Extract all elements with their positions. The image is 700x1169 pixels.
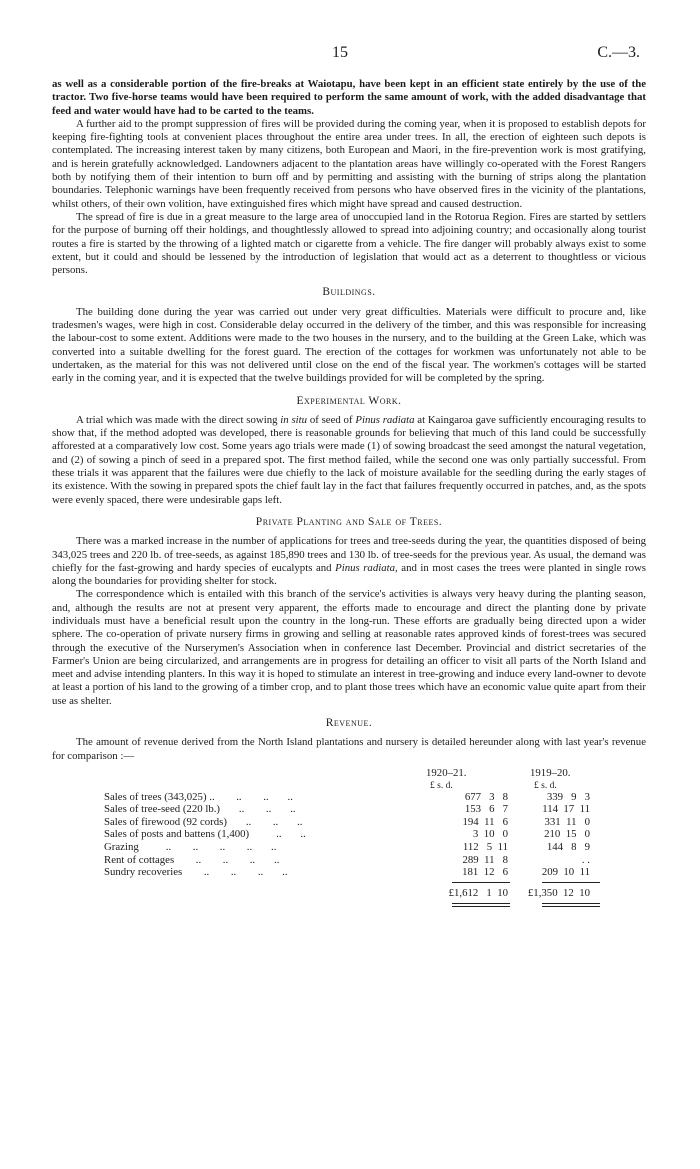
paragraph-experimental-work (52, 414, 646, 507)
revenue-row-label: Grazing .. .. .. .. .. (104, 840, 277, 853)
total-double-rule-1a (452, 903, 510, 904)
revenue-row (52, 866, 646, 879)
heading-buildings: Buildings. (322, 286, 376, 299)
paragraph-fire-spread: The spread of fire is due in a great measure to the large area of unoccupied land in the Rotorua Region. Fires are started by settlers for the purpose of burning off their holdings, and thoughtlessly allowed to spread into adjoining country; and occasionally along tourist routes a fire is started by the throwing of a lighted match or cigarette from a vehicle. The fire danger will probably always exist to some extent, but it could and should be lessened by the introduction of legislation that would act as a deterrent to thoughtless or vicious persons. (52, 210, 646, 277)
revenue-table (52, 767, 646, 909)
text-span: at Kaingaroa gave sufficiently encouraging results to show that, if the method adopted was developed, there is reasonable grounds for believing that much of this land could be successfully afforested at a comparatively low cost. Some years ago trials were made (1) of sowing broadcast the seed amongst the natural vegetation, and (2) of sowing a pinch of seed in a prepared spot. The first method failed, while the second one was only partially successful. From these trials it was apparent that the failures were due chiefly to the lack of moisture available for the seedling during the early stages of its existence. With the sowing in prepared spots the chief fault lay in the fact that failures frequently occurred in patches, and, as the spots were evenly spaced, there were undesirable gaps left. (52, 413, 646, 506)
revenue-value-1920-21: 112 5 11 (462, 840, 508, 853)
revenue-double-rule-row (52, 901, 646, 909)
total-double-rule-2b (542, 906, 600, 907)
units-1919-20: £ s. d. (534, 780, 557, 791)
page-number: 15 (332, 44, 348, 61)
revenue-value-1919-20: 339 9 3 (546, 790, 590, 803)
document-body (52, 78, 646, 909)
revenue-value-1919-20: 114 17 11 (542, 803, 590, 816)
total-1920-21: £1,612 1 10 (448, 886, 508, 899)
revenue-row (52, 816, 646, 829)
revenue-value-1920-21: 3 10 0 (472, 828, 508, 841)
heading-private-planting: Private Planting and Sale of Trees. (255, 515, 443, 528)
units-1920-21: £ s. d. (430, 780, 453, 791)
revenue-row-label: Sundry recoveries .. .. .. .. (104, 866, 288, 879)
text-span: of seed of (307, 413, 356, 426)
revenue-value-1920-21: 181 12 6 (462, 866, 508, 879)
revenue-row (52, 803, 646, 816)
column-header-1920-21: 1920–21. (426, 766, 467, 779)
total-1919-20: £1,350 12 10 (527, 886, 590, 899)
paragraph-private-planting-2: The correspondence which is entailed with this branch of the service's activities is always very heavy during the planting season, and, although the results are not at present very apparent, the efforts made to encourage and direct the planting done by private individuals must have a beneficial result upon the country in the long-run. These efforts are gradually being directed upon a wider sphere. The co-operation of private nursery firms in growing and selling at reasonable rates approved kinds of forest-trees was secured through the executive of the Nurserymen's Association when in conference last December. Provincial and district secretaries of the Farmer's Union are being circularized, and arrangements are in progress for detailing an officer to visit all parts of the North Island and meet and advise intending planters. In this way it is hoped to stimulate an interest in tree-growing and induce every land-owner to devote at least a portion of his land to the growing of a timber crop, and to plant those trees which have an economic value quite apart from their use as shelter. (52, 588, 646, 707)
italic-pinus-radiata: Pinus radiata (355, 413, 415, 426)
heading-revenue: Revenue. (325, 717, 373, 730)
subtotal-rule-1 (452, 882, 510, 883)
revenue-row (52, 841, 646, 854)
revenue-value-1919-20: 209 10 11 (541, 866, 590, 879)
text-span: A trial which was made with the direct sowing (76, 413, 281, 426)
document-reference: C.—3. (597, 44, 640, 61)
page-header (52, 0, 646, 61)
revenue-row (52, 854, 646, 867)
revenue-row-label: Sales of trees (343,025) .. .. .. .. (104, 790, 293, 803)
revenue-rows (52, 791, 646, 879)
revenue-value-1919-20: 210 15 0 (544, 828, 590, 841)
paragraph-revenue-intro: The amount of revenue derived from the North Island plantations and nursery is detailed hereunder along with last year's revenue for comparison :— (52, 736, 646, 762)
total-double-rule-2a (542, 903, 600, 904)
total-double-rule-1b (452, 906, 510, 907)
revenue-value-1920-21: 194 11 6 (462, 815, 508, 828)
revenue-value-1920-21: 289 11 8 (462, 853, 508, 866)
heading-experimental-work: Experimental Work. (296, 394, 402, 407)
revenue-value-1919-20: 331 11 0 (544, 815, 590, 828)
paragraph-continuation: as well as a considerable portion of the fire-breaks at Waiotapu, have been kept in an efficient state entirely by the use of the tractor. Two five-horse teams would have been required to perform the same amount of work, with the added disadvantage that feed and water would have had to be carted to the teams. (52, 78, 646, 117)
italic-in-situ: in situ (280, 413, 308, 426)
revenue-value-1919-20: . . (581, 853, 590, 866)
document-page (52, 0, 647, 899)
revenue-units-row (52, 780, 646, 791)
revenue-row-label: Sales of firewood (92 cords) .. .. .. (104, 815, 303, 828)
text-span: There was a marked increase in the number of applications for trees and tree-seeds during the year, the quantities disposed of being 343,025 trees and 220 lb. of tree-seeds, as against 185,890 trees and 130 lb. of tree-seeds for the previous year. As usual, the demand was chiefly for the fast-growing and hardy species of eucalypts and (52, 535, 646, 574)
revenue-row-label: Sales of posts and battens (1,400) .. .. (104, 828, 306, 841)
revenue-total-row (52, 885, 646, 901)
italic-pinus-radiata: Pinus radiata, (335, 561, 398, 574)
paragraph-private-planting-1 (52, 535, 646, 588)
revenue-header-row (52, 767, 646, 780)
revenue-row-label: Rent of cottages .. .. .. .. (104, 853, 280, 866)
revenue-row-label: Sales of tree-seed (220 lb.) .. .. .. (104, 803, 296, 816)
revenue-value-1919-20: 144 8 9 (546, 840, 590, 853)
column-header-1919-20: 1919–20. (530, 766, 571, 779)
revenue-value-1920-21: 677 3 8 (464, 790, 508, 803)
revenue-row (52, 791, 646, 804)
subtotal-rule-2 (542, 882, 600, 883)
text-span: and in most cases the trees were planted in single rows along the boundaries for providing shelter for stock. (52, 561, 647, 588)
revenue-row (52, 828, 646, 841)
paragraph-buildings: The building done during the year was carried out under very great difficulties. Materials were difficult to procure and, like tradesmen's wages, were high in cost. Considerable delay occurred in the delivery of the timber, and this was responsible for increasing the labour-cost to some extent. Additions were made to the two houses in the nursery, and to the building at the Green Lake, which was converted into a suitable dwelling for the forest guard. The erection of the cottages for workmen was unfortunately not able to be undertaken, as the material for this was not delivered until close on the end of the fiscal year. The workmen's cottages will be started early in the coming year, and it is expected that the twelve buildings provided for will be completed by the spring. (52, 305, 646, 385)
paragraph-fire-depots: A further aid to the prompt suppression of fires will be provided during the coming year, when it is proposed to establish depots for keeping fire-fighting tools at convenient places throughout the entire area under trees. In all, the erection of eighteen such depots is contemplated. The increasing interest taken by many citizens, both European and Maori, in the fire-prevention work is most gratifying, and is herein gratefully acknowledged. Landowners adjacent to the plantation areas have willingly co-operated with the Forest Rangers both by notifying them of their intention to burn off and by permitting and assisting with the burning of strips along the plantation boundaries. Telephonic warnings have been frequently received from persons who have observed fires in the vicinity of the plantations, whilst others, of their own volition, have extinguished fires which might have spread and caused destruction. (52, 117, 646, 210)
revenue-value-1920-21: 153 6 7 (464, 803, 508, 816)
